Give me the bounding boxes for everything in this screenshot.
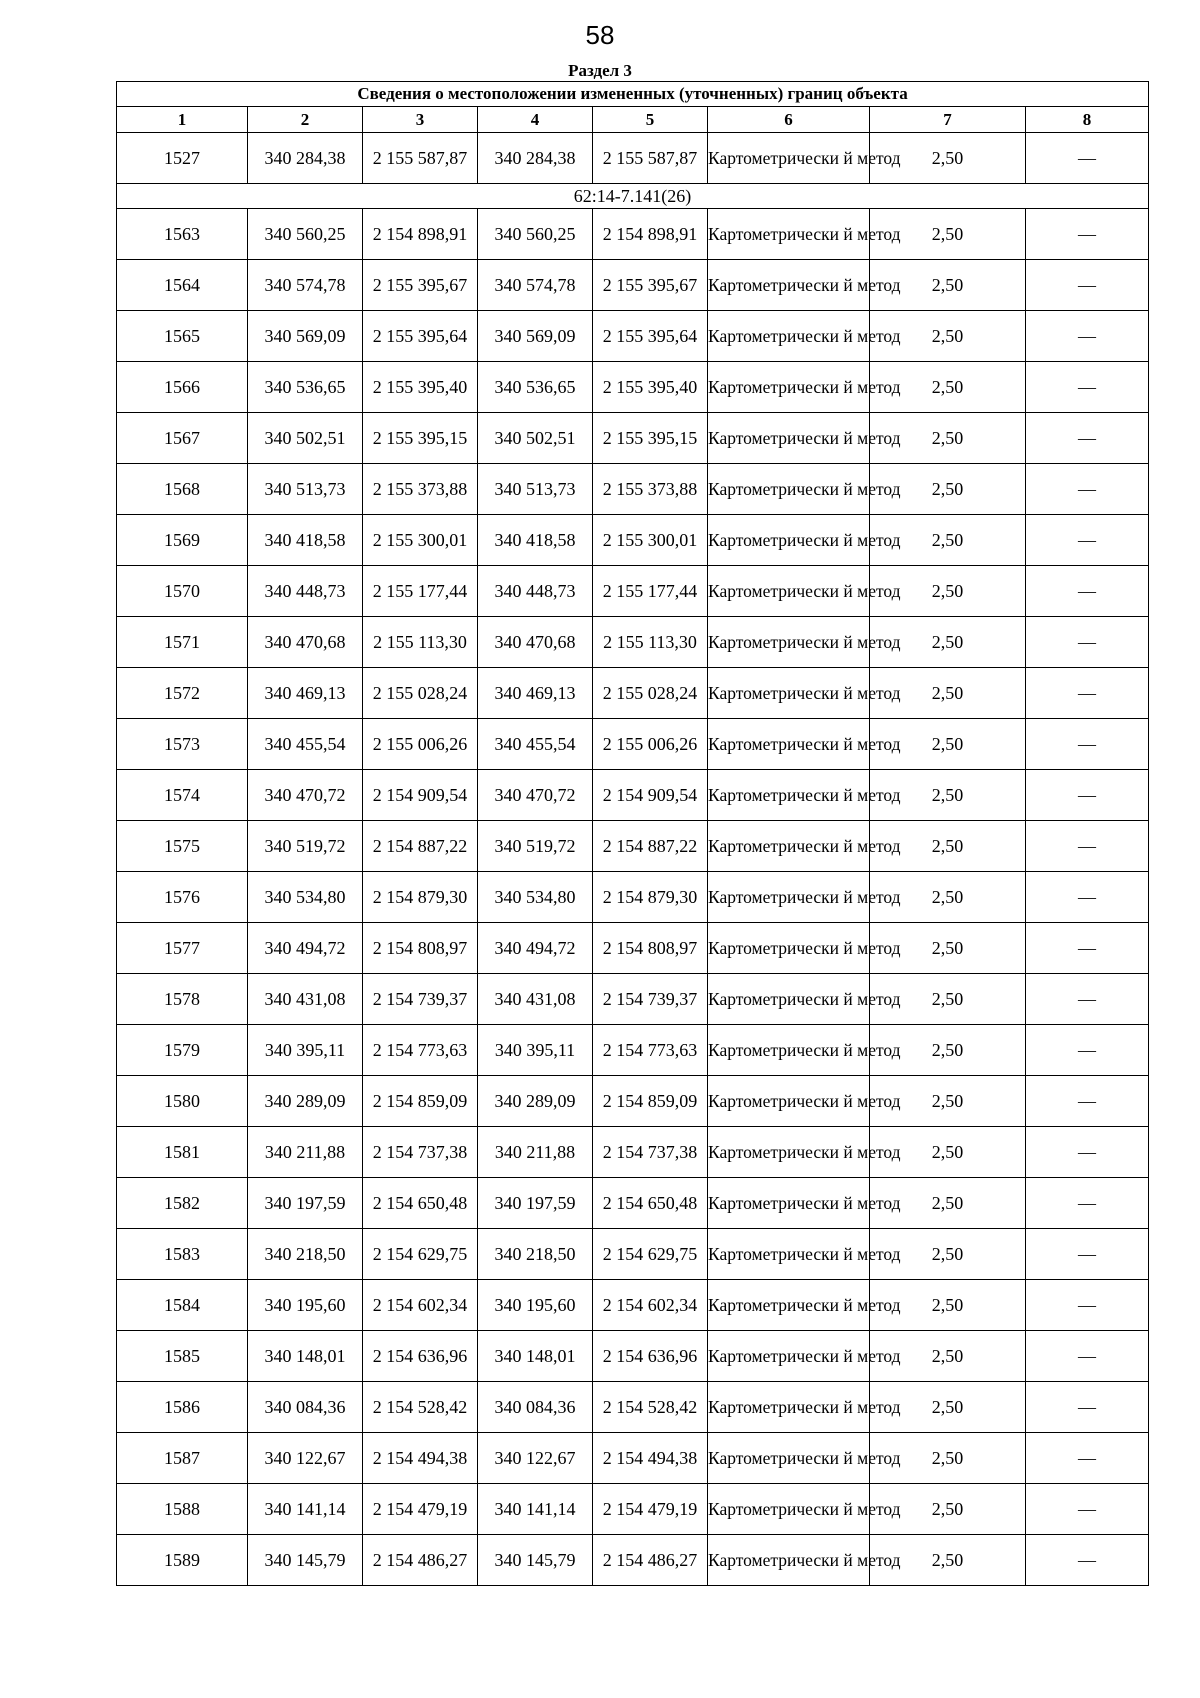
description-cell: —: [1026, 617, 1149, 668]
table-row: [117, 668, 1149, 719]
coordinate-cell: 2 155 395,64: [363, 311, 478, 362]
coordinate-cell: 340 560,25: [478, 209, 593, 260]
method-cell: Картометрически й метод: [708, 872, 870, 923]
description-cell: —: [1026, 133, 1149, 184]
coordinate-cell: 2 155 006,26: [363, 719, 478, 770]
coordinate-cell: 340 448,73: [248, 566, 363, 617]
table-row: [117, 974, 1149, 1025]
accuracy-cell: 2,50: [870, 617, 1026, 668]
point-number-cell: 1573: [117, 719, 248, 770]
coordinate-cell: 340 470,72: [248, 770, 363, 821]
description-cell: —: [1026, 719, 1149, 770]
accuracy-cell: 2,50: [870, 413, 1026, 464]
coordinate-cell: 2 154 898,91: [593, 209, 708, 260]
method-cell: Картометрически й метод: [708, 1025, 870, 1076]
table-row: [117, 566, 1149, 617]
table-row: [117, 1280, 1149, 1331]
coordinate-cell: 2 154 636,96: [593, 1331, 708, 1382]
point-number-cell: 1564: [117, 260, 248, 311]
coordinate-cell: 340 470,68: [248, 617, 363, 668]
coordinate-cell: 340 470,72: [478, 770, 593, 821]
coordinate-cell: 2 154 909,54: [593, 770, 708, 821]
column-header: 5: [593, 107, 708, 133]
point-number-cell: 1574: [117, 770, 248, 821]
coordinate-cell: 2 155 028,24: [593, 668, 708, 719]
coordinate-cell: 340 560,25: [248, 209, 363, 260]
coordinate-cell: 2 154 479,19: [363, 1484, 478, 1535]
method-cell: Картометрически й метод: [708, 617, 870, 668]
description-cell: —: [1026, 1025, 1149, 1076]
coordinate-cell: 340 502,51: [248, 413, 363, 464]
description-cell: —: [1026, 413, 1149, 464]
point-number-cell: 1581: [117, 1127, 248, 1178]
description-cell: —: [1026, 311, 1149, 362]
method-cell: Картометрически й метод: [708, 770, 870, 821]
section-title: Раздел 3: [568, 61, 632, 80]
table-row: [117, 133, 1149, 184]
coordinate-cell: 340 569,09: [478, 311, 593, 362]
method-cell: Картометрически й метод: [708, 1433, 870, 1484]
coordinate-cell: 340 519,72: [248, 821, 363, 872]
accuracy-cell: 2,50: [870, 1535, 1026, 1586]
description-cell: —: [1026, 515, 1149, 566]
table-row: [117, 413, 1149, 464]
method-cell: Картометрически й метод: [708, 1535, 870, 1586]
coordinate-cell: 2 154 739,37: [363, 974, 478, 1025]
point-number-cell: 1563: [117, 209, 248, 260]
table-row: [117, 209, 1149, 260]
coordinate-cell: 2 154 602,34: [593, 1280, 708, 1331]
accuracy-cell: 2,50: [870, 719, 1026, 770]
point-number-cell: 1583: [117, 1229, 248, 1280]
column-header: 2: [248, 107, 363, 133]
coordinate-cell: 2 155 113,30: [363, 617, 478, 668]
description-cell: —: [1026, 974, 1149, 1025]
table-row: [117, 1484, 1149, 1535]
coordinate-cell: 2 154 879,30: [363, 872, 478, 923]
description-cell: —: [1026, 1382, 1149, 1433]
column-header: 4: [478, 107, 593, 133]
table-row: [117, 1433, 1149, 1484]
method-cell: Картометрически й метод: [708, 464, 870, 515]
table-row: [117, 260, 1149, 311]
accuracy-cell: 2,50: [870, 260, 1026, 311]
coordinate-cell: 2 155 373,88: [363, 464, 478, 515]
coordinate-cell: 340 431,08: [478, 974, 593, 1025]
table-row: [117, 464, 1149, 515]
coordinate-cell: 2 155 177,44: [363, 566, 478, 617]
accuracy-cell: 2,50: [870, 209, 1026, 260]
point-number-cell: 1567: [117, 413, 248, 464]
table-row: [117, 821, 1149, 872]
method-cell: Картометрически й метод: [708, 1484, 870, 1535]
point-number-cell: 1576: [117, 872, 248, 923]
method-cell: Картометрически й метод: [708, 133, 870, 184]
accuracy-cell: 2,50: [870, 311, 1026, 362]
coordinate-cell: 340 148,01: [478, 1331, 593, 1382]
coordinate-cell: 2 154 629,75: [363, 1229, 478, 1280]
point-number-cell: 1568: [117, 464, 248, 515]
coordinate-cell: 340 145,79: [478, 1535, 593, 1586]
accuracy-cell: 2,50: [870, 566, 1026, 617]
table-row: [117, 923, 1149, 974]
description-cell: —: [1026, 260, 1149, 311]
coordinate-cell: 340 395,11: [248, 1025, 363, 1076]
point-number-cell: 1565: [117, 311, 248, 362]
page-number: 58: [585, 20, 615, 50]
coordinate-cell: 340 122,67: [478, 1433, 593, 1484]
accuracy-cell: 2,50: [870, 821, 1026, 872]
coordinate-cell: 340 431,08: [248, 974, 363, 1025]
coordinate-cell: 340 084,36: [248, 1382, 363, 1433]
method-cell: Картометрически й метод: [708, 1382, 870, 1433]
coordinate-cell: 2 154 650,48: [593, 1178, 708, 1229]
boundary-coordinates-table: [116, 81, 1149, 1586]
coordinate-cell: 340 536,65: [478, 362, 593, 413]
coordinate-cell: 340 218,50: [478, 1229, 593, 1280]
coordinate-cell: 340 470,68: [478, 617, 593, 668]
method-cell: Картометрически й метод: [708, 974, 870, 1025]
table-row: [117, 515, 1149, 566]
coordinate-cell: 340 122,67: [248, 1433, 363, 1484]
description-cell: —: [1026, 1535, 1149, 1586]
point-number-cell: 1589: [117, 1535, 248, 1586]
description-cell: —: [1026, 770, 1149, 821]
coordinate-cell: 2 154 636,96: [363, 1331, 478, 1382]
column-header: 8: [1026, 107, 1149, 133]
point-number-cell: 1566: [117, 362, 248, 413]
method-cell: Картометрически й метод: [708, 1331, 870, 1382]
table-row: [117, 617, 1149, 668]
table-row: [117, 311, 1149, 362]
table-row: [117, 1382, 1149, 1433]
coordinate-cell: 2 154 737,38: [363, 1127, 478, 1178]
coordinate-cell: 340 513,73: [478, 464, 593, 515]
coordinate-cell: 340 569,09: [248, 311, 363, 362]
method-cell: Картометрически й метод: [708, 566, 870, 617]
accuracy-cell: 2,50: [870, 464, 1026, 515]
coordinate-cell: 340 534,80: [478, 872, 593, 923]
coordinate-cell: 2 154 629,75: [593, 1229, 708, 1280]
description-cell: —: [1026, 1127, 1149, 1178]
coordinate-cell: 340 469,13: [478, 668, 593, 719]
parcel-number-label: 62:14-7.141(26): [117, 184, 1149, 209]
accuracy-cell: 2,50: [870, 515, 1026, 566]
method-cell: Картометрически й метод: [708, 311, 870, 362]
coordinate-cell: 340 574,78: [248, 260, 363, 311]
coordinate-cell: 340 289,09: [248, 1076, 363, 1127]
point-number-cell: 1570: [117, 566, 248, 617]
point-number-cell: 1578: [117, 974, 248, 1025]
table-row: [117, 1229, 1149, 1280]
coordinate-cell: 340 418,58: [248, 515, 363, 566]
coordinate-cell: 340 395,11: [478, 1025, 593, 1076]
description-cell: —: [1026, 1076, 1149, 1127]
coordinate-cell: 340 084,36: [478, 1382, 593, 1433]
coordinate-cell: 340 494,72: [248, 923, 363, 974]
coordinate-cell: 340 455,54: [248, 719, 363, 770]
description-cell: —: [1026, 1280, 1149, 1331]
description-cell: —: [1026, 923, 1149, 974]
coordinate-cell: 340 141,14: [478, 1484, 593, 1535]
column-number-row: [117, 107, 1149, 133]
coordinate-cell: 2 154 494,38: [593, 1433, 708, 1484]
accuracy-cell: 2,50: [870, 1382, 1026, 1433]
table-row: [117, 362, 1149, 413]
coordinate-cell: 2 155 395,15: [363, 413, 478, 464]
coordinate-cell: 2 155 395,64: [593, 311, 708, 362]
accuracy-cell: 2,50: [870, 668, 1026, 719]
accuracy-cell: 2,50: [870, 1280, 1026, 1331]
coordinate-cell: 2 154 528,42: [593, 1382, 708, 1433]
coordinate-cell: 340 284,38: [478, 133, 593, 184]
accuracy-cell: 2,50: [870, 1433, 1026, 1484]
coordinate-cell: 2 154 486,27: [593, 1535, 708, 1586]
coordinate-cell: 340 197,59: [248, 1178, 363, 1229]
point-number-cell: 1569: [117, 515, 248, 566]
coordinate-cell: 340 148,01: [248, 1331, 363, 1382]
coordinate-cell: 340 211,88: [248, 1127, 363, 1178]
description-cell: —: [1026, 362, 1149, 413]
table-row: [117, 719, 1149, 770]
coordinate-cell: 2 154 486,27: [363, 1535, 478, 1586]
method-cell: Картометрически й метод: [708, 413, 870, 464]
coordinate-cell: 2 154 739,37: [593, 974, 708, 1025]
accuracy-cell: 2,50: [870, 1229, 1026, 1280]
method-cell: Картометрически й метод: [708, 668, 870, 719]
coordinate-cell: 2 154 602,34: [363, 1280, 478, 1331]
coordinate-cell: 2 154 887,22: [363, 821, 478, 872]
column-header: 1: [117, 107, 248, 133]
description-cell: —: [1026, 209, 1149, 260]
coordinate-cell: 2 154 479,19: [593, 1484, 708, 1535]
coordinate-cell: 2 154 859,09: [363, 1076, 478, 1127]
description-cell: —: [1026, 566, 1149, 617]
description-cell: —: [1026, 821, 1149, 872]
coordinate-cell: 2 155 300,01: [593, 515, 708, 566]
table-row: [117, 1331, 1149, 1382]
coordinate-cell: 340 536,65: [248, 362, 363, 413]
point-number-cell: 1588: [117, 1484, 248, 1535]
point-number-cell: 1587: [117, 1433, 248, 1484]
point-number-cell: 1571: [117, 617, 248, 668]
table-caption-row: [117, 82, 1149, 107]
accuracy-cell: 2,50: [870, 1025, 1026, 1076]
accuracy-cell: 2,50: [870, 974, 1026, 1025]
coordinate-cell: 340 195,60: [248, 1280, 363, 1331]
method-cell: Картометрически й метод: [708, 515, 870, 566]
coordinate-cell: 2 154 737,38: [593, 1127, 708, 1178]
table-caption: Сведения о местоположении измененных (уточненных) границ объекта: [117, 82, 1149, 107]
coordinate-cell: 2 155 587,87: [363, 133, 478, 184]
coordinate-cell: 2 155 395,15: [593, 413, 708, 464]
accuracy-cell: 2,50: [870, 133, 1026, 184]
table-row: [117, 1076, 1149, 1127]
coordinate-cell: 2 154 898,91: [363, 209, 478, 260]
coordinate-cell: 2 155 113,30: [593, 617, 708, 668]
method-cell: Картометрически й метод: [708, 821, 870, 872]
accuracy-cell: 2,50: [870, 1178, 1026, 1229]
point-number-cell: 1572: [117, 668, 248, 719]
coordinate-cell: 340 195,60: [478, 1280, 593, 1331]
method-cell: Картометрически й метод: [708, 1127, 870, 1178]
column-header: 6: [708, 107, 870, 133]
coordinate-cell: 340 218,50: [248, 1229, 363, 1280]
coordinate-cell: 340 519,72: [478, 821, 593, 872]
description-cell: —: [1026, 1433, 1149, 1484]
coordinate-cell: 340 145,79: [248, 1535, 363, 1586]
table-row: [117, 1127, 1149, 1178]
coordinate-cell: 340 448,73: [478, 566, 593, 617]
point-number-cell: 1527: [117, 133, 248, 184]
point-number-cell: 1577: [117, 923, 248, 974]
coordinate-cell: 340 141,14: [248, 1484, 363, 1535]
coordinate-cell: 2 155 395,40: [593, 362, 708, 413]
method-cell: Картометрически й метод: [708, 1178, 870, 1229]
description-cell: —: [1026, 1229, 1149, 1280]
coordinate-cell: 340 211,88: [478, 1127, 593, 1178]
accuracy-cell: 2,50: [870, 1484, 1026, 1535]
method-cell: Картометрически й метод: [708, 1076, 870, 1127]
coordinate-cell: 2 154 909,54: [363, 770, 478, 821]
table-row: [117, 1025, 1149, 1076]
coordinate-cell: 2 155 006,26: [593, 719, 708, 770]
accuracy-cell: 2,50: [870, 1127, 1026, 1178]
method-cell: Картометрически й метод: [708, 719, 870, 770]
coordinate-cell: 2 155 300,01: [363, 515, 478, 566]
coordinate-cell: 340 513,73: [248, 464, 363, 515]
coordinate-cell: 2 155 177,44: [593, 566, 708, 617]
method-cell: Картометрически й метод: [708, 260, 870, 311]
point-number-cell: 1585: [117, 1331, 248, 1382]
description-cell: —: [1026, 464, 1149, 515]
method-cell: Картометрически й метод: [708, 1280, 870, 1331]
method-cell: Картометрически й метод: [708, 1229, 870, 1280]
parcel-group-row: [117, 184, 1149, 209]
point-number-cell: 1584: [117, 1280, 248, 1331]
table-row: [117, 872, 1149, 923]
coordinate-cell: 2 154 808,97: [363, 923, 478, 974]
method-cell: Картометрически й метод: [708, 923, 870, 974]
point-number-cell: 1586: [117, 1382, 248, 1433]
coordinate-cell: 340 469,13: [248, 668, 363, 719]
point-number-cell: 1575: [117, 821, 248, 872]
coordinate-cell: 2 154 650,48: [363, 1178, 478, 1229]
coordinate-cell: 340 197,59: [478, 1178, 593, 1229]
point-number-cell: 1580: [117, 1076, 248, 1127]
coordinate-cell: 2 155 028,24: [363, 668, 478, 719]
coordinate-cell: 2 155 395,67: [593, 260, 708, 311]
coordinate-cell: 2 154 879,30: [593, 872, 708, 923]
description-cell: —: [1026, 872, 1149, 923]
coordinate-cell: 340 502,51: [478, 413, 593, 464]
coordinate-cell: 2 154 808,97: [593, 923, 708, 974]
accuracy-cell: 2,50: [870, 872, 1026, 923]
description-cell: —: [1026, 1331, 1149, 1382]
coordinate-cell: 2 154 887,22: [593, 821, 708, 872]
point-number-cell: 1579: [117, 1025, 248, 1076]
coordinate-cell: 340 494,72: [478, 923, 593, 974]
coordinate-cell: 340 289,09: [478, 1076, 593, 1127]
table-row: [117, 770, 1149, 821]
coordinate-cell: 2 154 528,42: [363, 1382, 478, 1433]
coordinate-cell: 340 574,78: [478, 260, 593, 311]
table-row: [117, 1535, 1149, 1586]
column-header: 3: [363, 107, 478, 133]
accuracy-cell: 2,50: [870, 362, 1026, 413]
coordinate-cell: 340 284,38: [248, 133, 363, 184]
method-cell: Картометрически й метод: [708, 209, 870, 260]
coordinate-cell: 2 154 773,63: [363, 1025, 478, 1076]
coordinate-cell: 2 155 373,88: [593, 464, 708, 515]
point-number-cell: 1582: [117, 1178, 248, 1229]
description-cell: —: [1026, 1484, 1149, 1535]
coordinate-cell: 2 155 395,40: [363, 362, 478, 413]
accuracy-cell: 2,50: [870, 1331, 1026, 1382]
accuracy-cell: 2,50: [870, 923, 1026, 974]
coordinate-cell: 2 154 773,63: [593, 1025, 708, 1076]
description-cell: —: [1026, 1178, 1149, 1229]
description-cell: —: [1026, 668, 1149, 719]
coordinate-cell: 2 155 395,67: [363, 260, 478, 311]
accuracy-cell: 2,50: [870, 770, 1026, 821]
accuracy-cell: 2,50: [870, 1076, 1026, 1127]
column-header: 7: [870, 107, 1026, 133]
coordinate-cell: 2 155 587,87: [593, 133, 708, 184]
table-row: [117, 1178, 1149, 1229]
coordinate-cell: 340 455,54: [478, 719, 593, 770]
method-cell: Картометрически й метод: [708, 362, 870, 413]
coordinate-cell: 2 154 859,09: [593, 1076, 708, 1127]
coordinate-cell: 340 418,58: [478, 515, 593, 566]
coordinate-cell: 340 534,80: [248, 872, 363, 923]
coordinate-cell: 2 154 494,38: [363, 1433, 478, 1484]
